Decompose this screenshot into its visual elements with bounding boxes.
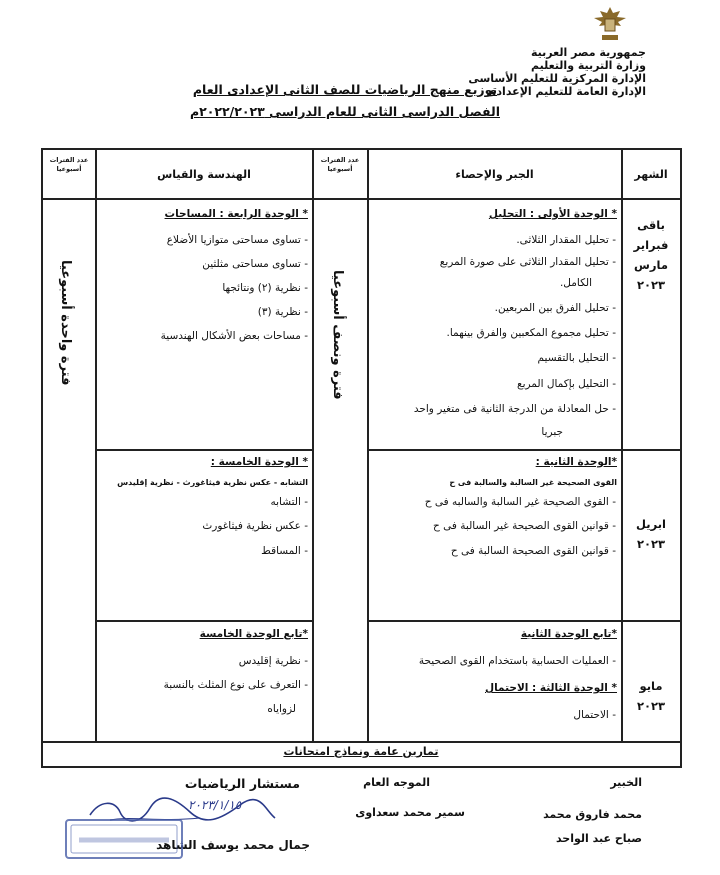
month-line: مايو — [639, 679, 663, 693]
month-line: مارس — [634, 258, 668, 272]
list-item: - نظرية إقليدس — [238, 655, 308, 667]
list-item: - التعرف على نوع المثلث بالنسبة — [163, 679, 308, 691]
list-item: - تحليل المقدار الثلاثى على صورة المربع — [439, 256, 616, 268]
column-header-periods-geometry: عدد الفترات أسبوعيا — [49, 156, 89, 173]
column-header-month: الشهر — [634, 168, 668, 181]
unit-title-algebra-1: * الوحدة الأولى : التحليل — [488, 208, 617, 220]
expert-label: الخبير — [610, 776, 642, 789]
header-central-admin: الإدارة المركزية للتعليم الأساسى — [468, 72, 646, 85]
list-item: - قوانين القوى الصحيحة غير السالبة فى ح — [433, 520, 616, 532]
unit-title-algebra-3: * الوحدة الثالثة : الاحتمال — [485, 682, 617, 694]
periods-algebra-vertical: فترة ونصف أسبوعيا — [330, 270, 345, 400]
column-header-algebra: الجبر والإحصاء — [455, 168, 534, 181]
director-name: سمير محمد سعداوى — [355, 806, 465, 819]
list-item: - نظرية (٣) — [257, 306, 308, 318]
unit-subtitle-geometry-5: التشابه - عكس نظرية فيثاغورث - نظرية إقليدس — [117, 478, 308, 487]
month-line: ابريل — [636, 517, 666, 531]
list-item: - المساقط — [261, 545, 308, 557]
advisor-label: مستشار الرياضيات — [184, 776, 300, 791]
month-row3 — [622, 676, 680, 716]
unit-title-geometry-4: * الوحدة الرابعة : المساحات — [164, 208, 308, 220]
month-line: ٢٠٢٣ — [636, 537, 666, 551]
month-line: فبراير — [633, 238, 669, 252]
document-title — [190, 82, 500, 97]
handwritten-date: ٢٠٢٣/١/١٥ — [188, 798, 242, 812]
list-item: جبريا — [541, 426, 563, 438]
list-item: - تساوى مساحتى متوازيا الأضلاع — [166, 234, 308, 246]
month-line: ٢٠٢٣ — [636, 278, 666, 292]
unit-subtitle-algebra-2: القوى الصحيحة غير السالبة والسالبة فى ح — [449, 478, 617, 487]
periods-geometry-vertical: فترة واحدة أسبوعيا — [58, 260, 73, 386]
unit-title-algebra-2-cont: *تابع الوحدة الثانية — [520, 628, 617, 640]
director-label: الموجه العام — [363, 776, 430, 789]
list-item: - التحليل بإكمال المربع — [517, 378, 616, 390]
list-item: - الاحتمال — [573, 709, 616, 721]
header-general-admin: الإدارة العامة للتعليم الإعدادى — [486, 85, 646, 98]
document-subtitle — [190, 104, 500, 119]
list-item: - تساوى مساحتى مثلثين — [202, 258, 308, 270]
header-republic: جمهورية مصر العربية — [531, 46, 646, 59]
header-ministry: وزارة التربية والتعليم — [531, 59, 646, 72]
official-stamp-icon — [64, 818, 184, 860]
expert-name-1: محمد فاروق محمد — [543, 808, 642, 821]
list-item: - عكس نظرية فيثاغورث — [202, 520, 308, 532]
list-item: - التحليل بالتقسيم — [537, 352, 616, 364]
list-item: - قوانين القوى الصحيحة السالبة فى ح — [450, 545, 616, 557]
column-header-periods-algebra: عدد الفترات أسبوعيا — [320, 156, 360, 173]
unit-title-algebra-2: *الوحدة الثانية : — [535, 456, 617, 468]
month-row2 — [622, 514, 680, 554]
list-item: الكامل. — [559, 277, 592, 289]
list-item: - تحليل الفرق بين المربعين. — [494, 302, 616, 314]
column-header-geometry: الهندسة والقياس — [157, 168, 251, 181]
unit-title-geometry-5-cont: *تابع الوحدة الخامسة — [199, 628, 308, 640]
title-line2: الفصل الدراسى الثانى للعام الدراسى ٢٠٢٢/٢٠٢٣م — [189, 104, 500, 119]
list-item: - القوى الصحيحة غير السالبة والسالبه فى ح — [424, 496, 616, 508]
list-item: لزواياه — [267, 703, 296, 715]
advisor-name: جمال محمد يوسف الشاهد — [156, 838, 310, 852]
list-item: - حل المعادلة من الدرجة الثانية فى متغير واحد — [413, 403, 616, 415]
list-item: - تحليل المقدار الثلاثى. — [516, 234, 616, 246]
list-item: - نظرية (٢) ونتائجها — [222, 282, 308, 294]
title-line1: توزيع منهج الرياضيات للصف الثانى الإعدادى العام — [192, 82, 498, 97]
unit-title-geometry-5: * الوحدة الخامسة : — [210, 456, 308, 468]
expert-name-2: صباح عبد الواحد — [555, 832, 642, 845]
list-item: - العمليات الحسابية باستخدام القوى الصحيحة — [418, 655, 616, 667]
table-footer-row: تمارين عامة ونماذج امتحانات — [283, 745, 439, 758]
list-item: - تحليل مجموع المكعبين والفرق بينهما. — [446, 327, 616, 339]
month-line: باقى — [637, 218, 665, 232]
month-line: ٢٠٢٣ — [636, 699, 666, 713]
egypt-emblem-icon — [590, 4, 630, 44]
list-item: - التشابه — [270, 496, 308, 508]
list-item: - مساحات بعض الأشكال الهندسية — [160, 330, 308, 342]
month-row1 — [622, 215, 680, 295]
